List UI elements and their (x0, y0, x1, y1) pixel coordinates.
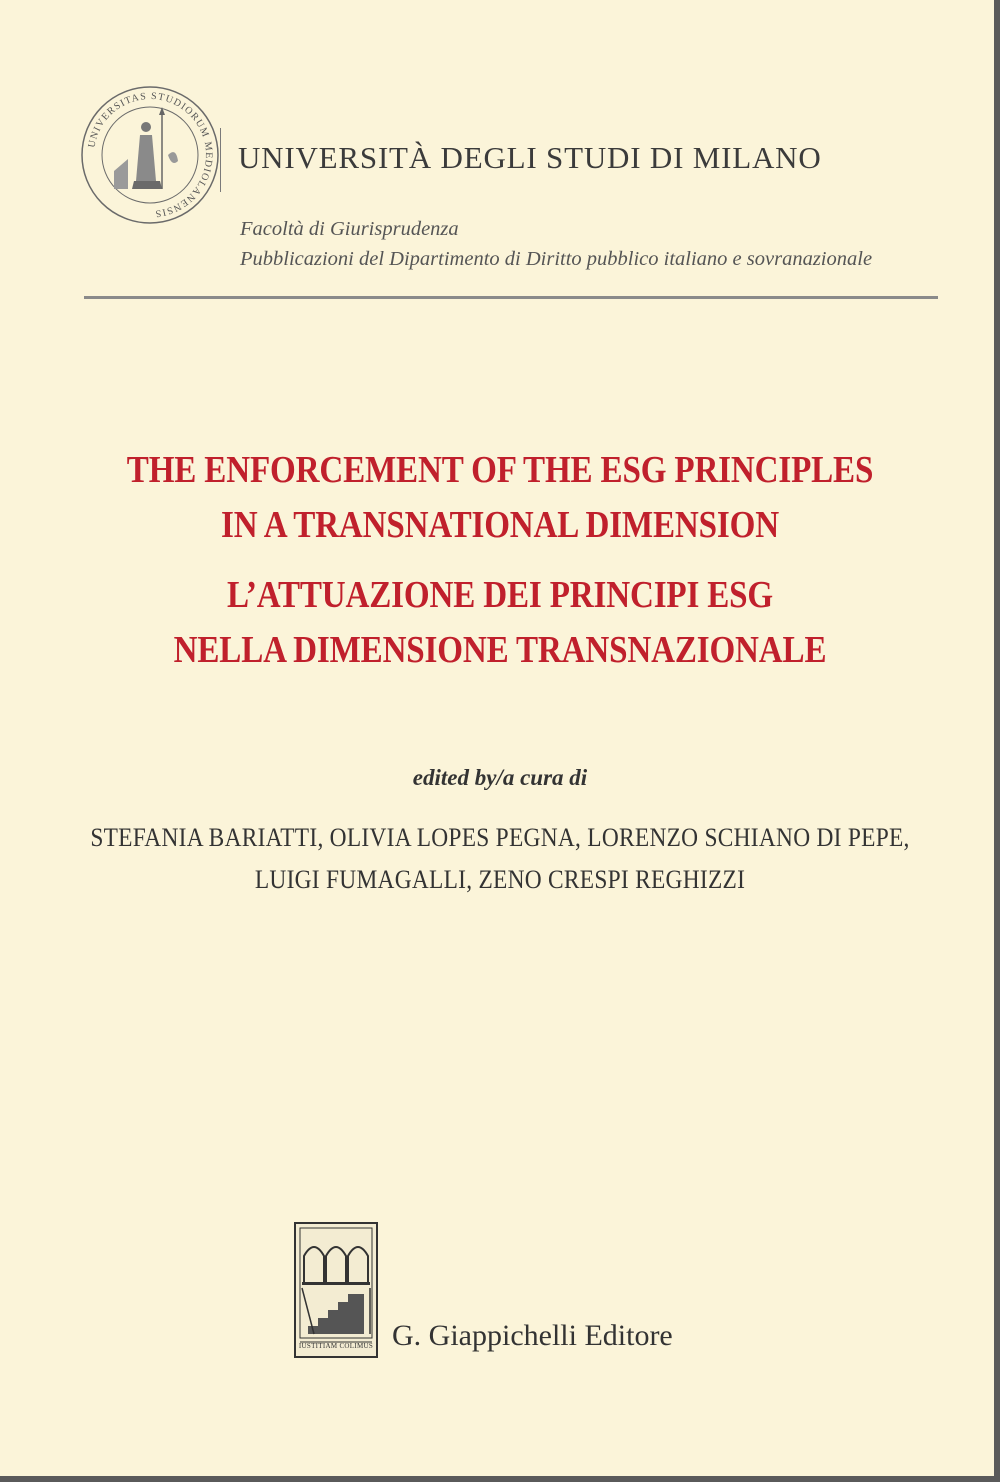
seal-text: UNIVERSITAS STUDIORUM MEDIOLANENSIS (86, 90, 215, 219)
publisher-logo-icon (294, 1222, 378, 1358)
edited-by-label: edited by/a cura di (412, 765, 588, 790)
publisher-name: G. Giappichelli Editore (392, 1319, 673, 1352)
header-rule (84, 296, 938, 299)
series-name: Pubblicazioni del Dipartimento di Diritto pubblico italiano e sovranazionale (240, 248, 873, 270)
editors-line1: STEFANIA BARIATTI, OLIVIA LOPES PEGNA, LORENZO SCHIANO DI PEPE, (90, 823, 910, 852)
university-name: UNIVERSITÀ DEGLI STUDI DI MILANO (238, 140, 822, 175)
editors-line2: LUIGI FUMAGALLI, ZENO CRESPI REGHIZZI (254, 865, 746, 894)
title-it-line1: L’ATTUAZIONE DEI PRINCIPI ESG (226, 574, 774, 616)
university-seal-icon (80, 85, 220, 225)
faculty-name: Facoltà di Giurisprudenza (240, 218, 459, 240)
faculty-block (240, 214, 872, 274)
title-en-line1: THE ENFORCEMENT OF THE ESG PRINCIPLES (126, 449, 874, 491)
publisher-motto: IUSTITIAM COLIMUS (298, 1342, 374, 1350)
title-it-line2: NELLA DIMENSIONE TRANSNAZIONALE (173, 629, 827, 671)
title-en-line2: IN A TRANSNATIONAL DIMENSION (221, 504, 779, 546)
header-divider (220, 128, 221, 192)
book-title (70, 443, 930, 678)
editors-list (50, 817, 950, 901)
